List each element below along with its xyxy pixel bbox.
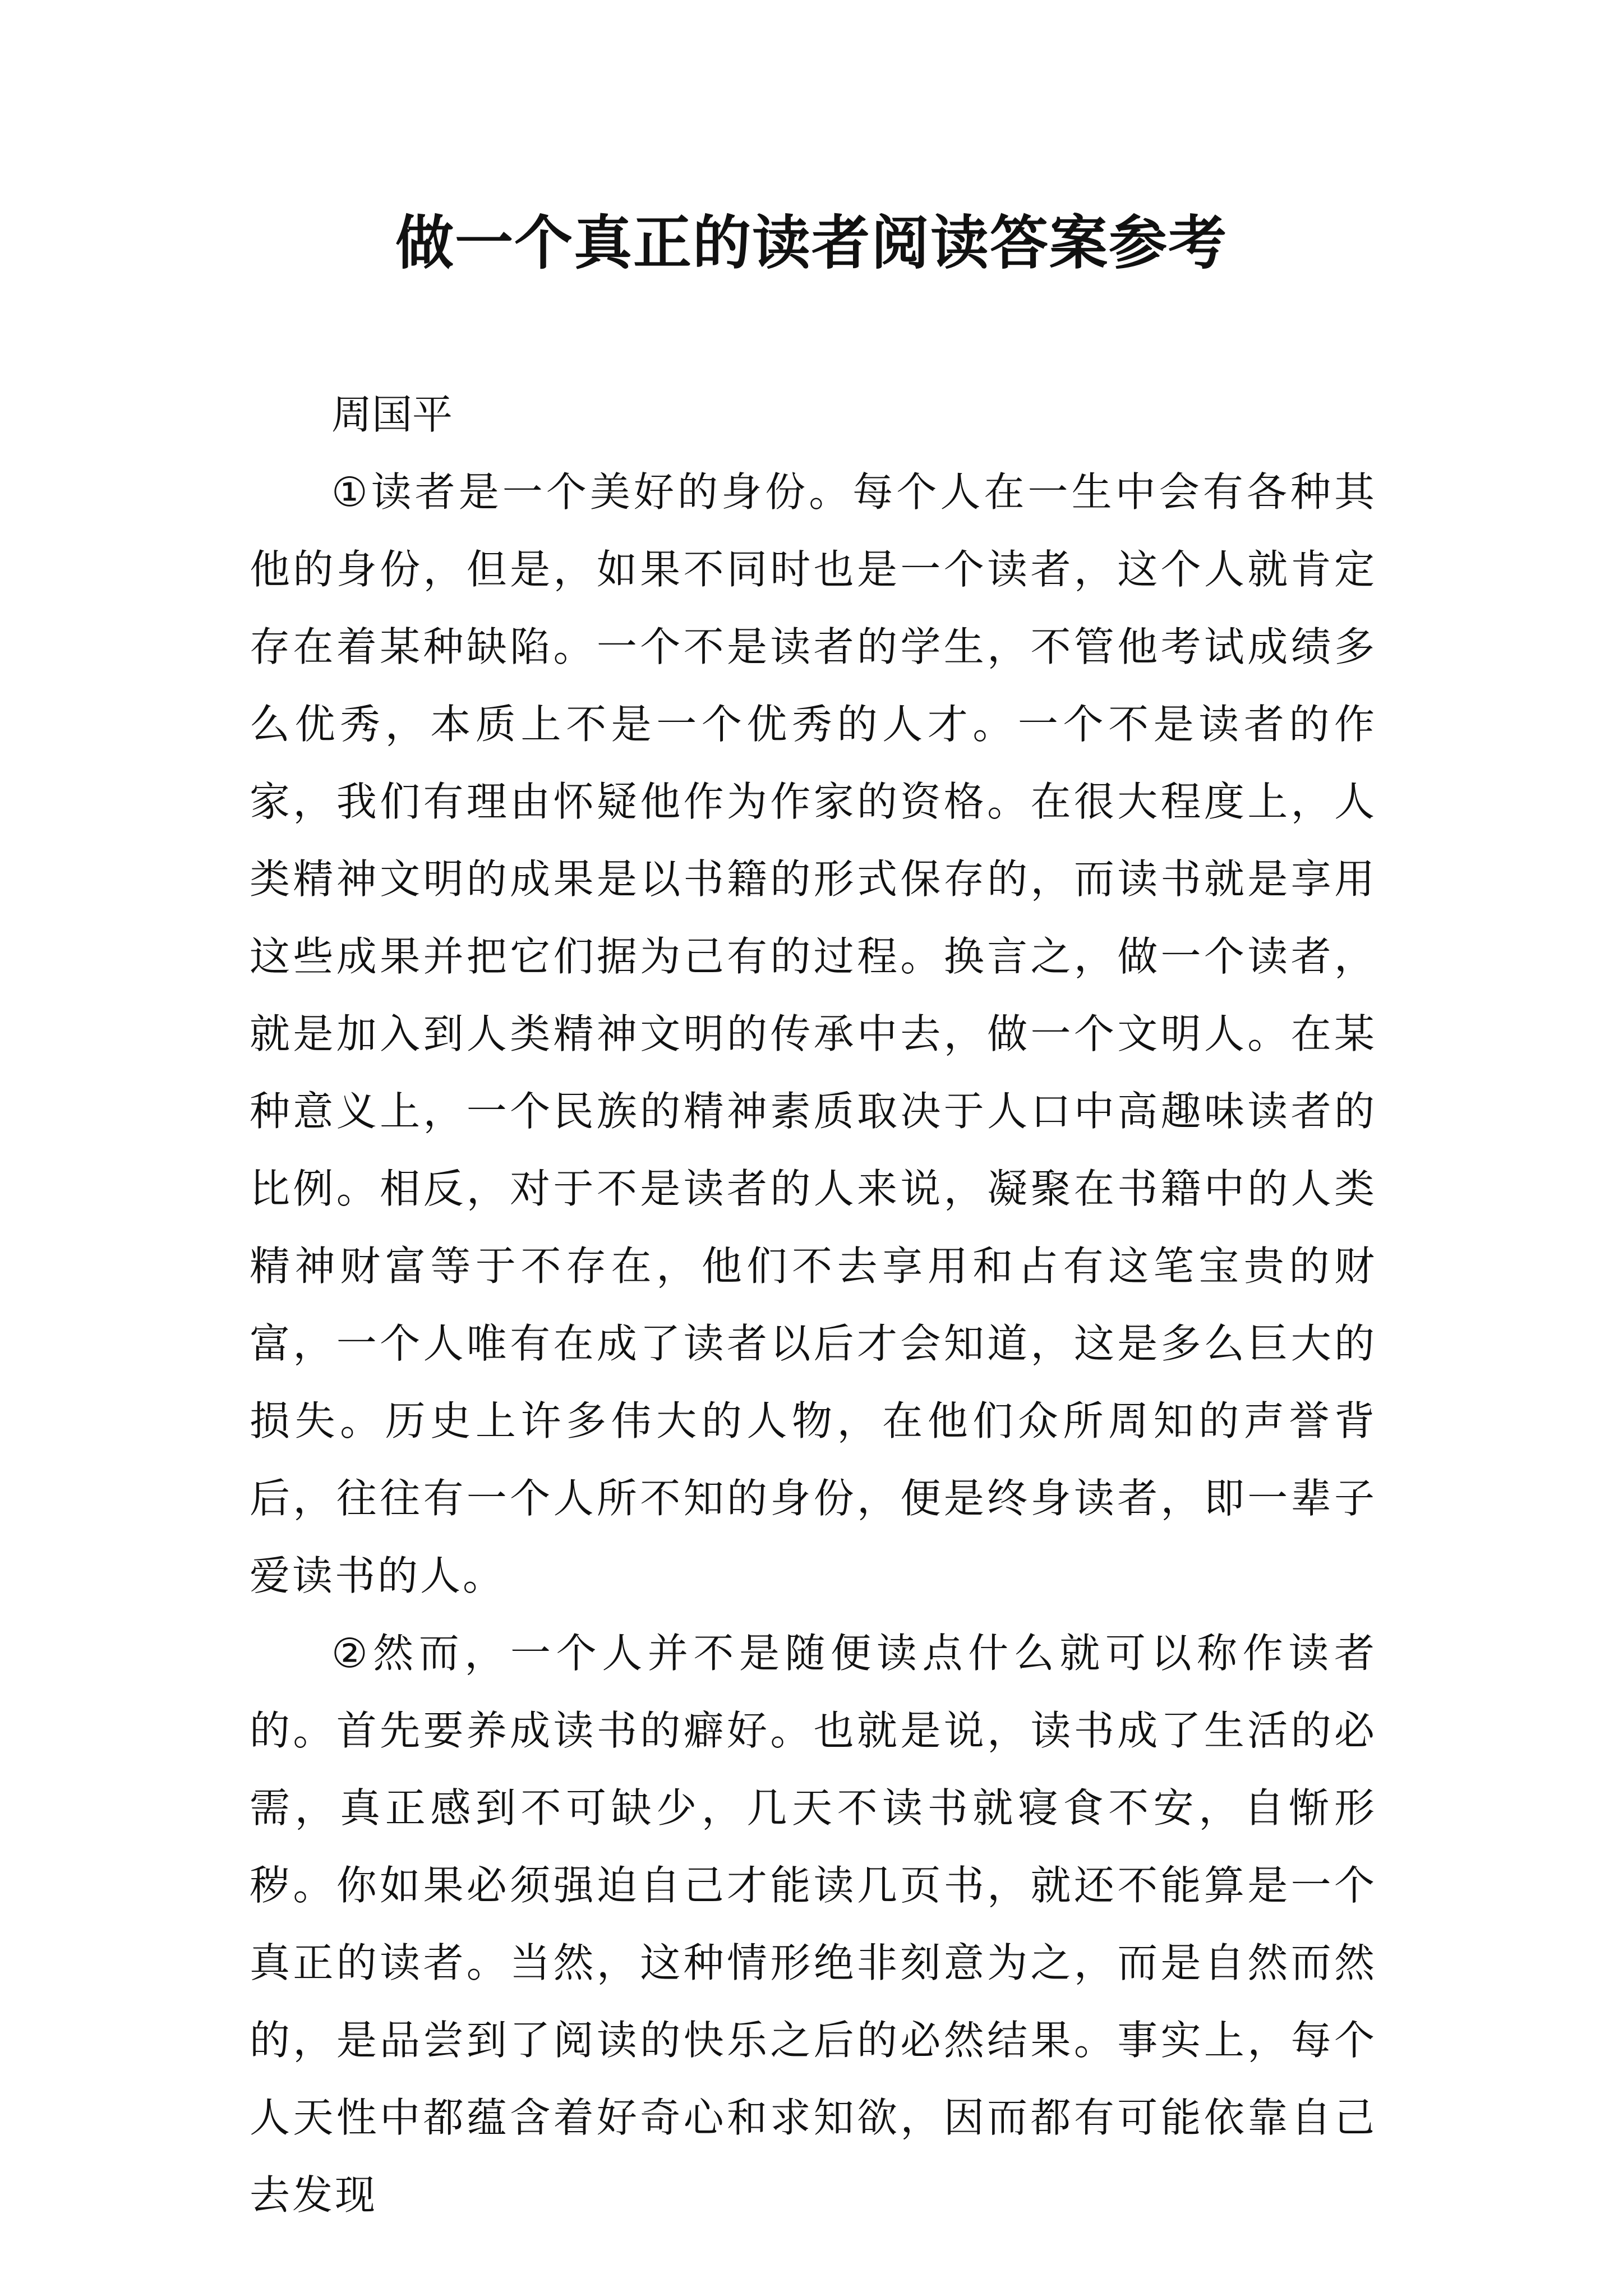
article-body xyxy=(250,376,1377,2234)
page-title: 做一个真正的读者阅读答案参考 xyxy=(395,208,1228,277)
author-name: 周国平 xyxy=(331,391,453,438)
paragraph-2: ②然而，一个人并不是随便读点什么就可以称作读者的。首先要养成读书的癖好。也就是说，读书成了生活的必需，真正感到不可缺少，几天不读书就寝食不安，自惭形秽。你如果必须强迫自己才能读几页书，就还不能算是一个真正的读者。当然，这种情形绝非刻意为之，而是自然而然的，是品尝到了阅读的快乐之后的必然结果。事实上，每个人天性中都蕴含着好奇心和求知欲，因而都有可能依靠自己去发现 xyxy=(250,1630,1377,2219)
paragraph-1: ①读者是一个美好的身份。每个人在一生中会有各种其他的身份，但是，如果不同时也是一个读者，这个人就肯定存在着某种缺陷。一个不是读者的学生，不管他考试成绩多么优秀，本质上不是一个优秀的人才。一个不是读者的作家，我们有理由怀疑他作为作家的资格。在很大程度上，人类精神文明的成果是以书籍的形式保存的，而读书就是享用这些成果并把它们据为己有的过程。换言之，做一个读者，就是加入到人类精神文明的传承中去，做一个文明人。在某种意义上，一个民族的精神素质取决于人口中高趣味读者的比例。相反，对于不是读者的人来说，凝聚在书籍中的人类精神财富等于不存在，他们不去享用和占有这笔宝贵的财富，一个人唯有在成了读者以后才会知道，这是多么巨大的损失。历史上许多伟大的人物，在他们众所周知的声誉背后，往往有一个人所不知的身份，便是终身读者，即一辈子爱读书的人。 xyxy=(250,468,1377,1599)
